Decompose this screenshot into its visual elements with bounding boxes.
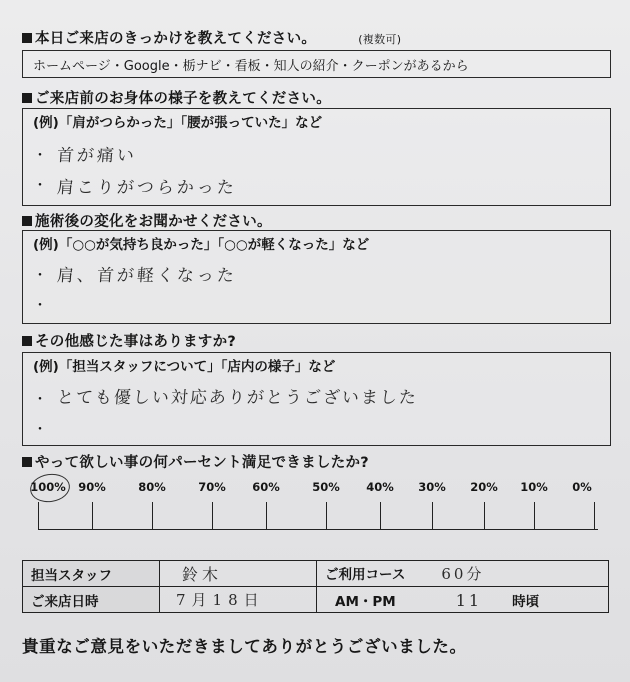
scale-tick bbox=[212, 502, 213, 529]
scale-label: 60% bbox=[252, 480, 280, 494]
course-value: 60分 bbox=[441, 565, 485, 583]
scale-label: 90% bbox=[78, 480, 106, 494]
time-value: 11 bbox=[455, 590, 483, 610]
condition-before-example: (例)「肩がつらかった」「腰が張っていた」など bbox=[33, 115, 323, 131]
course-label: ご利用コース bbox=[325, 567, 406, 583]
list-bullet: ・ bbox=[33, 178, 47, 194]
other-comments-box bbox=[22, 352, 611, 446]
handwritten-answer: 肩こりがつらかった bbox=[56, 178, 238, 198]
scale-label: 40% bbox=[366, 480, 394, 494]
staff-value-cell bbox=[160, 561, 317, 587]
scale-tick bbox=[534, 502, 535, 529]
handwritten-answer: 首が痛い bbox=[56, 146, 138, 166]
list-bullet: ・ bbox=[33, 392, 47, 408]
list-bullet: ・ bbox=[33, 148, 47, 164]
visit-reason-options-box bbox=[22, 50, 611, 78]
handwritten-answer: とても優しい対応ありがとうございました bbox=[56, 388, 419, 408]
thank-you-message: 貴重なご意見をいただきましてありがとうございました。 bbox=[22, 637, 467, 656]
scale-tick bbox=[432, 502, 433, 529]
scale-label: 10% bbox=[520, 480, 548, 494]
scale-tick bbox=[326, 502, 327, 529]
date-value: 7月18日 bbox=[176, 591, 265, 609]
scale-label: 30% bbox=[418, 480, 446, 494]
scale-tick bbox=[380, 502, 381, 529]
satisfaction-scale bbox=[30, 468, 604, 538]
question-title: ご来店前のお身体の様子を教えてください。 bbox=[35, 91, 331, 107]
multiple-choice-note: (複数可) bbox=[358, 33, 402, 46]
scale-tick bbox=[152, 502, 153, 529]
scale-baseline bbox=[38, 529, 598, 530]
scale-label: 70% bbox=[198, 480, 226, 494]
scale-tick bbox=[92, 502, 93, 529]
question-other-comments bbox=[22, 330, 236, 351]
list-bullet: ・ bbox=[33, 422, 47, 438]
course-cell bbox=[317, 561, 609, 587]
scale-tick bbox=[594, 502, 595, 529]
scale-label: 80% bbox=[138, 480, 166, 494]
scale-tick bbox=[266, 502, 267, 529]
question-title: 施術後の変化をお聞かせください。 bbox=[35, 214, 272, 230]
date-label: ご来店日時 bbox=[23, 587, 160, 613]
time-suffix: 時頃 bbox=[512, 593, 540, 610]
question-change-after bbox=[22, 210, 272, 231]
scale-tick bbox=[38, 502, 39, 529]
staff-label: 担当スタッフ bbox=[23, 561, 160, 587]
other-comments-example: (例)「担当スタッフについて」「店内の様子」など bbox=[33, 359, 336, 375]
change-after-box bbox=[22, 230, 611, 324]
date-value-cell bbox=[160, 587, 317, 613]
scale-tick bbox=[484, 502, 485, 529]
question-title: 本日ご来店のきっかけを教えてください。 bbox=[35, 31, 317, 47]
scale-label: 20% bbox=[470, 480, 498, 494]
square-bullet-icon bbox=[22, 457, 32, 467]
square-bullet-icon bbox=[22, 216, 32, 226]
handwritten-answer: 肩、首が軽くなった bbox=[56, 266, 238, 286]
square-bullet-icon bbox=[22, 33, 32, 43]
visit-reason-options: ホームページ・Google・栃ナビ・看板・知人の紹介・クーポンがあるから bbox=[33, 59, 469, 74]
scale-label: 0% bbox=[572, 480, 592, 494]
scale-label: 100% bbox=[30, 480, 66, 494]
square-bullet-icon bbox=[22, 93, 32, 103]
question-title: その他感じた事はありますか? bbox=[35, 334, 237, 350]
time-cell bbox=[317, 587, 609, 613]
list-bullet: ・ bbox=[33, 268, 47, 284]
ampm-label: AM・PM bbox=[335, 593, 396, 610]
question-condition-before bbox=[22, 87, 331, 108]
list-bullet: ・ bbox=[33, 298, 47, 314]
question-visit-reason bbox=[22, 27, 401, 48]
change-after-example: (例)「○○が気持ち良かった」「○○が軽くなった」など bbox=[33, 237, 370, 253]
condition-before-box bbox=[22, 108, 611, 206]
visit-info-table bbox=[22, 560, 609, 613]
question-title: やって欲しい事の何パーセント満足できましたか? bbox=[35, 455, 370, 471]
scale-label: 50% bbox=[312, 480, 340, 494]
staff-value: 鈴木 bbox=[182, 565, 223, 584]
square-bullet-icon bbox=[22, 336, 32, 346]
